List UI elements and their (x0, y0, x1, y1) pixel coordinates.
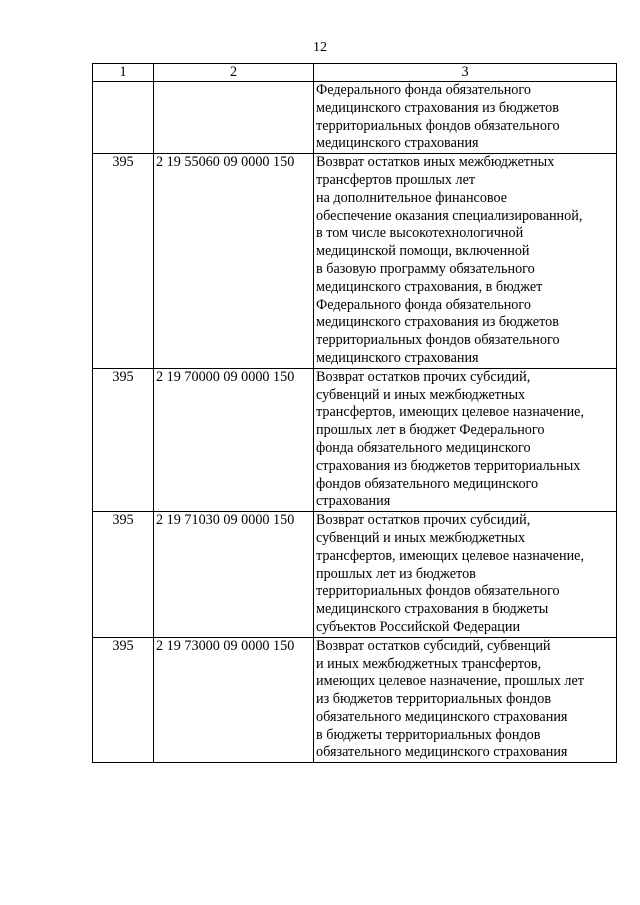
budget-code-cell: 2 19 71030 09 0000 150 (154, 512, 314, 638)
column-header-3: 3 (314, 64, 617, 82)
description-line: Федерального фонда обязательного (316, 82, 531, 98)
description-line: Возврат остатков иных межбюджетных (316, 154, 555, 171)
column-header-1: 1 (93, 64, 154, 82)
description-line: в базовую программу обязательного (316, 260, 535, 277)
description-line: территориальных фондов обязательного (316, 117, 560, 134)
description-line: трансфертов прошлых лет (316, 171, 476, 188)
description-line: медицинской помощи, включенной (316, 243, 530, 260)
table-row (93, 368, 617, 511)
description-line: медицинского страхования из бюджетов (316, 99, 559, 116)
table-row (93, 637, 617, 763)
description-line: медицинского страхования, в бюджет (316, 278, 543, 295)
description-line: территориальных фондов обязательного (316, 583, 560, 600)
description-line: Возврат остатков субсидий, субвенций (316, 637, 551, 654)
admin-code-cell: 395 (93, 512, 154, 638)
admin-code-cell: 395 (93, 154, 154, 369)
table-body (93, 82, 617, 763)
description-cell (314, 154, 617, 369)
description-line: субвенций и иных межбюджетных (316, 386, 526, 403)
table-row (93, 512, 617, 638)
description-line: страхования из бюджетов территориальных (316, 457, 581, 474)
description-line: на дополнительное финансовое (316, 189, 508, 206)
description-line: субвенций и иных межбюджетных (316, 529, 526, 546)
description-line: имеющих целевое назначение, прошлых лет (316, 673, 584, 690)
description-line: фондов обязательного медицинского (316, 475, 539, 492)
page-number: 12 (313, 40, 327, 55)
description-line: прошлых лет из бюджетов (316, 565, 476, 582)
description-line: территориальных фондов обязательного (316, 332, 560, 349)
description-line: обеспечение оказания специализированной, (316, 207, 583, 224)
description-cell (314, 512, 617, 638)
description-line: Федерального фонда обязательного (316, 296, 531, 313)
description-line: в бюджеты территориальных фондов (316, 726, 541, 743)
header-row (93, 64, 617, 82)
budget-code-cell: 2 19 70000 09 0000 150 (154, 368, 314, 511)
description-line: медицинского страхования в бюджеты (316, 601, 549, 618)
description-cell (314, 82, 617, 154)
description-cell (314, 637, 617, 763)
table-row (93, 154, 617, 369)
budget-code-cell (154, 82, 314, 154)
description-line: в том числе высокотехнологичной (316, 225, 524, 242)
budget-code-cell: 2 19 73000 09 0000 150 (154, 637, 314, 763)
description-line: медицинского страхования (316, 349, 479, 366)
description-line: субъектов Российской Федерации (316, 618, 521, 635)
description-line: фонда обязательного медицинского (316, 439, 531, 456)
budget-code-cell: 2 19 55060 09 0000 150 (154, 154, 314, 369)
description-line: страхования (316, 493, 391, 510)
admin-code-cell (93, 82, 154, 154)
description-line: медицинского страхования из бюджетов (316, 314, 559, 331)
table-row (93, 82, 617, 154)
description-line: прошлых лет в бюджет Федерального (316, 422, 545, 439)
description-line: и иных межбюджетных трансфертов, (316, 655, 542, 672)
description-line: обязательного медицинского страхования (316, 708, 568, 725)
admin-code-cell: 395 (93, 368, 154, 511)
description-line: Возврат остатков прочих субсидий, (316, 368, 531, 385)
budget-codes-table (92, 63, 617, 763)
description-line: из бюджетов территориальных фондов (316, 691, 552, 708)
description-line: Возврат остатков прочих субсидий, (316, 512, 531, 529)
description-line: трансфертов, имеющих целевое назначение, (316, 404, 585, 421)
description-line: трансфертов, имеющих целевое назначение, (316, 547, 585, 564)
description-line: медицинского страхования (316, 135, 479, 152)
admin-code-cell: 395 (93, 637, 154, 763)
table-header (93, 64, 617, 82)
column-header-2: 2 (154, 64, 314, 82)
description-line: обязательного медицинского страхования (316, 744, 568, 761)
description-cell (314, 368, 617, 511)
